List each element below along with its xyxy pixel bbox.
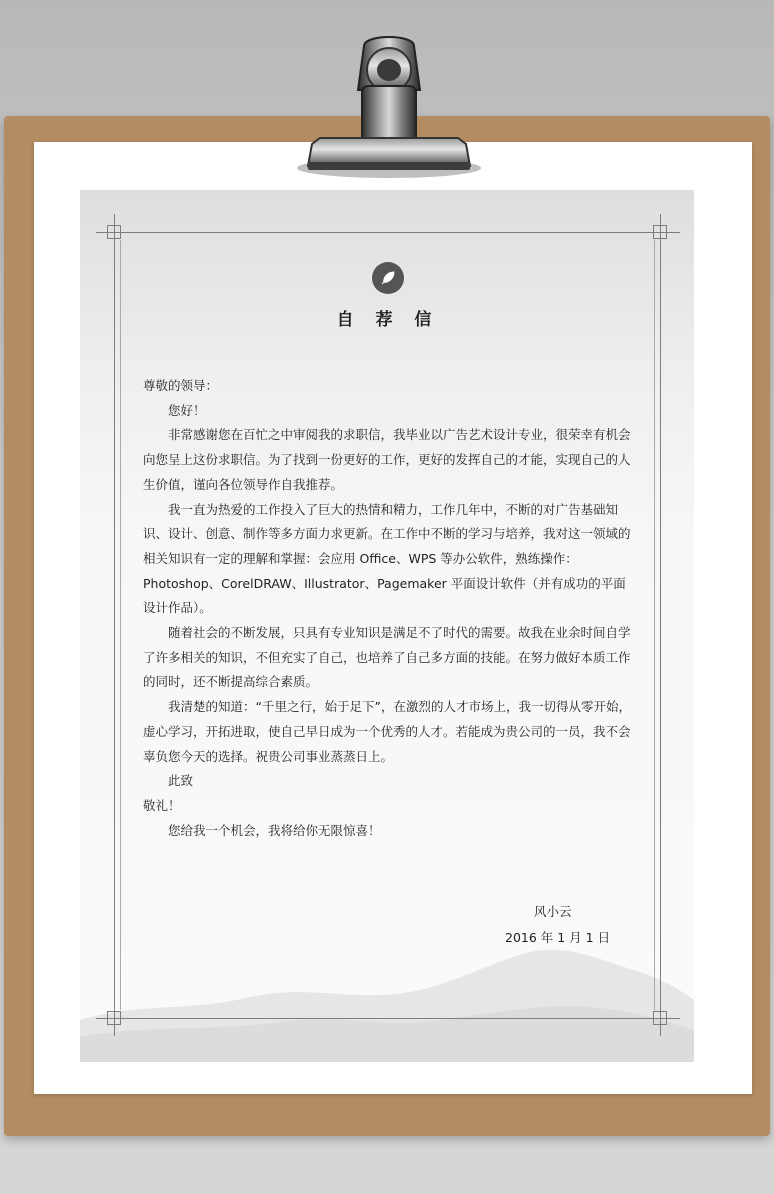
- closing-line-2: 敬礼！: [143, 797, 181, 813]
- signature-name: 风小云: [534, 904, 572, 919]
- frame-corner-bottom-right: [653, 1011, 667, 1025]
- greeting: 您好！: [168, 402, 206, 418]
- paragraph-2: 我一直为热爱的工作投入了巨大的热情和精力，工作几年中，不断的对广告基础知识、设计、创意、制作等多方面力求更新。在工作中不断的学习与培养，我对这一领域的相关知识有一定的理解和掌握：会应用 Office、WPS 等办公软件，熟练操作：Photoshop、CorelDRAW、Illustrator、Pagemaker 平面设计软件（并有成功的平面设计作品）。: [143, 501, 631, 616]
- paragraph-1: 非常感谢您在百忙之中审阅我的求职信，我毕业以广告艺术设计专业，很荣幸有机会向您呈上这份求职信。为了找到一份更好的工作，更好的发挥自己的才能，实现自己的人生价值，谨向各位领导作自我推荐。: [143, 427, 631, 492]
- paragraph-4: 我清楚的知道：“千里之行，始于足下”，在激烈的人才市场上，我一切得从零开始，虚心学习，开拓进取，使自己早日成为一个优秀的人才。若能成为贵公司的一员，我不会辜负您今天的选择。祝贵公司事业蒸蒸日上。: [143, 699, 631, 764]
- salutation: 尊敬的领导：: [143, 378, 219, 393]
- frame-left-line: [114, 214, 115, 1036]
- feather-icon: [372, 262, 404, 294]
- closing-line-3: 您给我一个机会，我将给你无限惊喜！: [168, 822, 381, 838]
- frame-corner-top-left: [107, 225, 121, 239]
- frame-inner-left-line: [120, 240, 121, 1010]
- binder-clip: [294, 26, 484, 186]
- frame-top-line: [96, 232, 680, 233]
- mountain-decoration: [80, 942, 694, 1062]
- closing-line-1: 此致: [168, 773, 194, 789]
- frame-corner-bottom-left: [107, 1011, 121, 1025]
- frame-bottom-line: [96, 1018, 680, 1019]
- paragraph-3: 随着社会的不断发展，只具有专业知识是满足不了时代的需要。故我在业余时间自学了许多相关的知识，不但充实了自己，也培养了自己多方面的技能。在努力做好本质工作的同时，还不断提高综合素质。: [143, 625, 631, 690]
- frame-right-line: [660, 214, 661, 1036]
- letter-title: 自 荐 信: [336, 310, 440, 330]
- frame-corner-top-right: [653, 225, 667, 239]
- frame-inner-right-line: [654, 240, 655, 1010]
- signature-date: 2016 年 1 月 1 日: [505, 930, 611, 945]
- letter-body: [143, 374, 631, 843]
